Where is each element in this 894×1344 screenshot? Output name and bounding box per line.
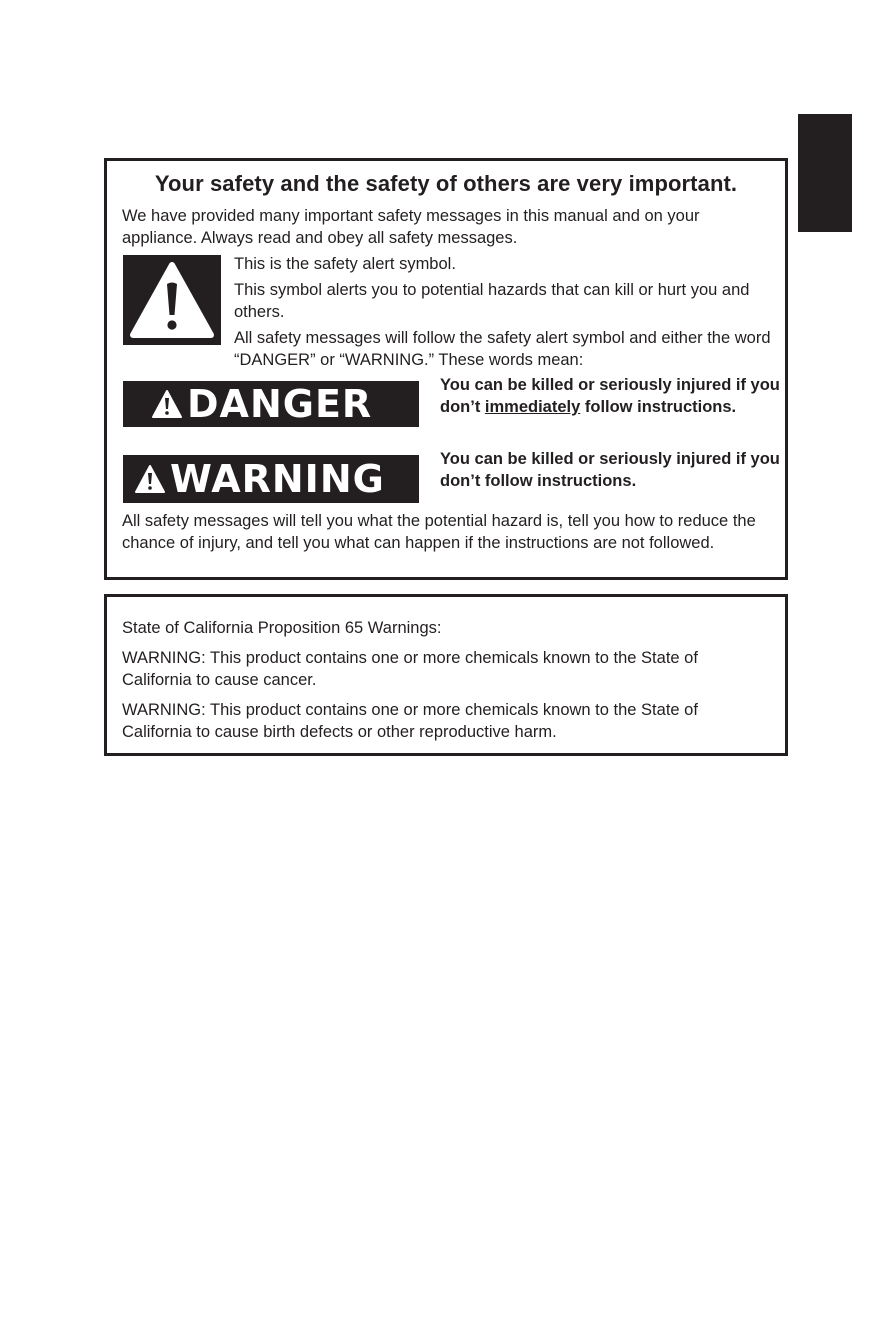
safety-alert-triangle-icon (123, 255, 221, 345)
safety-alert-symbol (123, 255, 221, 345)
safety-title: Your safety and the safety of others are very important. (154, 171, 738, 196)
safety-closing-text: All safety messages will tell you what the potential hazard is, tell you how to reduce the chance of injury, and tell you what can happen if the instructions are not followed. (122, 512, 756, 552)
safety-intro: We have provided many important safety messages in this manual and on your appliance. Always read and obey all safety messages. (122, 207, 700, 247)
warning-signal-word (123, 455, 419, 503)
prop65-cancer-warning: WARNING: This product contains one or more chemicals known to the State of California to cause cancer. (122, 649, 698, 689)
symbol-hazard-description: This symbol alerts you to potential hazards that can kill or hurt you and others. (234, 281, 750, 321)
danger-alert-icon (151, 389, 183, 419)
danger-signal-word (123, 381, 419, 427)
warning-meaning: You can be killed or seriously injured if you don’t follow instructions. (440, 450, 780, 490)
danger-label: DANGER (187, 382, 373, 426)
safety-notice-box (104, 158, 788, 580)
prop65-reproductive-warning: WARNING: This product contains one or more chemicals known to the State of California to cause birth defects or other reproductive harm. (122, 701, 698, 741)
danger-meaning (440, 374, 785, 418)
warning-alert-icon (134, 464, 166, 494)
danger-meaning-part1: You can be killed or seriously injured if you don’t (440, 376, 780, 416)
prop65-title: State of California Proposition 65 Warnings: (122, 619, 442, 637)
warning-label: WARNING (170, 457, 385, 501)
section-tab-marker (798, 114, 852, 232)
danger-meaning-emphasis: immediately (484, 398, 581, 416)
symbol-description: This is the safety alert symbol. (234, 255, 456, 273)
signal-words-description: All safety messages will follow the safety alert symbol and either the word “DANGER” or “WARNING.” These words mean: (234, 329, 771, 369)
prop65-warning-box (104, 594, 788, 756)
danger-meaning-part2: follow instructions. (580, 398, 737, 416)
